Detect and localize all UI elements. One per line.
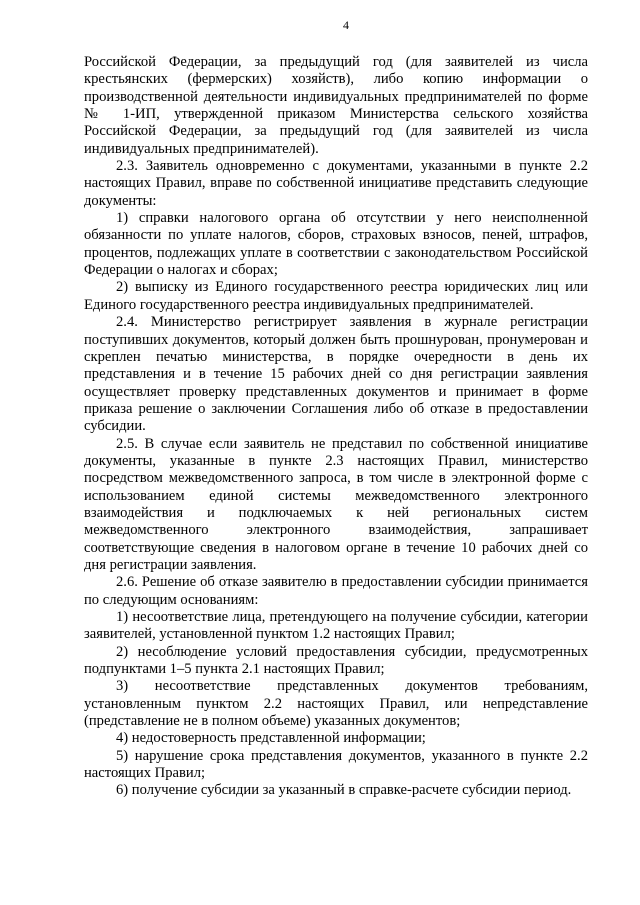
paragraph-2-3: 2.3. Заявитель одновременно с документами, указанными в пункте 2.2 настоящих Правил, вправе по собственной инициативе представить следующие документы: <box>84 158 588 209</box>
paragraph-2-4: 2.4. Министерство регистрирует заявления в журнале регистрации поступивших документов, который должен быть прошнурован, пронумерован и скреплен печатью министерства, в порядке очередности в день их представления и в течение 15 рабочих дней со дня регистрации заявления осуществляет проверку представленных документов и принимает в форме приказа решение о заключении Соглашения либо об отказе в предоставлении субсидии. <box>84 314 588 435</box>
paragraph-continuation: Российской Федерации, за предыдущий год (для заявителей из числа крестьянских (фермерских) хозяйств), либо копию информации о производственной деятельности индивидуальных предпринимателей по форме № 1-ИП, утвержденной приказом Министерства сельского хозяйства Российской Федерации, за предыдущий год (для заявителей из числа индивидуальных предпринимателей). <box>84 54 588 157</box>
paragraph-2-5: 2.5. В случае если заявитель не представил по собственной инициативе документы, указанные в пункте 2.3 настоящих Правил, министерство посредством межведомственного запроса, в том числе в электронной форме с использованием единой системы межведомственного электронного взаимодействия и подключаемых к ней региональных систем межведомственного электронного взаимодействия, запрашивает соответствующие сведения в налоговом органе в течение 10 рабочих дней со дня регистрации заявления. <box>84 435 588 573</box>
document-body <box>84 54 588 800</box>
paragraph-2-6-item-6: 6) получение субсидии за указанный в справке-расчете субсидии период. <box>116 782 572 799</box>
paragraph-2-6-item-4: 4) недостоверность представленной информации; <box>116 730 426 747</box>
paragraph-2-6-item-5: 5) нарушение срока представления документов, указанного в пункте 2.2 настоящих Правил; <box>84 747 588 782</box>
paragraph-2-6: 2.6. Решение об отказе заявителю в предоставлении субсидии принимается по следующим основаниям: <box>84 574 588 608</box>
paragraph-2-3-item-1: 1) справки налогового органа об отсутствии у него неисполненной обязанности по уплате налогов, сборов, страховых взносов, пеней, штрафов, процентов, подлежащих уплате в соответствии с законодательством Российской Федерации о налогах и сборах; <box>84 210 588 279</box>
paragraph-2-6-item-3: 3) несоответствие представленных документов требованиям, установленным пунктом 2.2 настоящих Правил, или непредставление (представление не в полном объеме) указанных документов; <box>84 678 588 730</box>
paragraph-2-3-item-2: 2) выписку из Единого государственного реестра юридических лиц или Единого государственного реестра индивидуальных предпринимателей. <box>84 279 588 313</box>
paragraph-2-6-item-1: 1) несоответствие лица, претендующего на получение субсидии, категории заявителей, установленной пунктом 1.2 настоящих Правил; <box>84 609 588 643</box>
paragraph-2-6-item-2: 2) несоблюдение условий предоставления субсидии, предусмотренных подпунктами 1–5 пункта 2.1 настоящих Правил; <box>84 643 588 678</box>
page-number: 4 <box>343 18 349 32</box>
